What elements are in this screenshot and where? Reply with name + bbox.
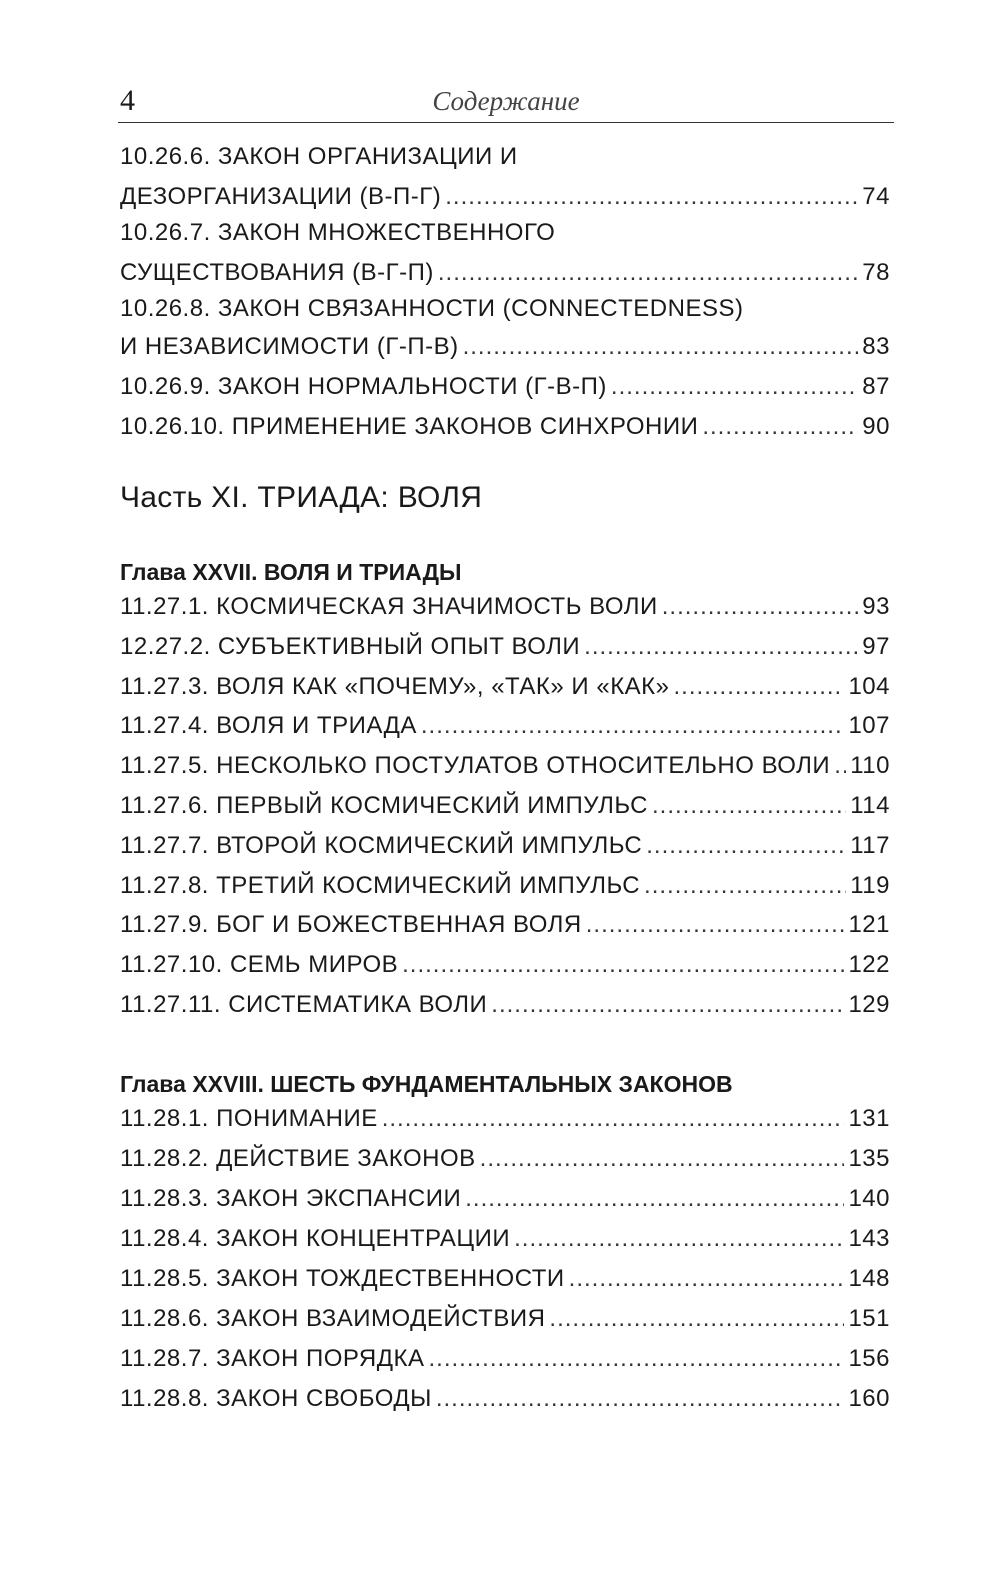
dot-leader: [421, 709, 845, 743]
part-heading: Часть XI. ТРИАДА: ВОЛЯ: [120, 481, 483, 514]
toc-page-number: 110: [850, 752, 890, 780]
toc-page-number: 160: [848, 1385, 890, 1412]
dot-leader: [463, 330, 859, 364]
toc-page-number: 121: [848, 911, 890, 939]
toc-entry[interactable]: [120, 869, 890, 903]
toc-entry-line1: 10.26.6. ЗАКОН ОРГАНИЗАЦИИ И: [120, 143, 518, 170]
toc-entry[interactable]: [120, 180, 890, 214]
dot-leader: [428, 1342, 844, 1376]
dot-leader: [491, 988, 844, 1022]
dot-leader: [549, 1302, 844, 1336]
toc-entry-label: 11.27.7. ВТОРОЙ КОСМИЧЕСКИЙ ИМПУЛЬС: [120, 831, 643, 859]
toc-entry[interactable]: [120, 590, 890, 624]
dot-leader: [438, 256, 858, 290]
dot-leader: [644, 869, 846, 903]
toc-entry[interactable]: [120, 1262, 890, 1296]
toc-entry[interactable]: [120, 829, 890, 863]
toc-entry[interactable]: [120, 1102, 890, 1136]
dot-leader: [382, 1102, 845, 1136]
toc-entry[interactable]: [120, 330, 890, 364]
toc-entry-label: СУЩЕСТВОВАНИЯ (В-Г-П): [120, 259, 434, 286]
toc-entry[interactable]: [120, 1302, 890, 1336]
toc-entry[interactable]: [120, 630, 890, 664]
toc-page-number: 97: [862, 632, 890, 660]
toc-page-number: 104: [848, 672, 890, 700]
toc-page-number: 156: [848, 1345, 890, 1372]
toc-page-number: 107: [848, 712, 890, 740]
dot-leader: [445, 180, 858, 214]
dot-leader: [662, 590, 859, 624]
toc-entry-label: 11.27.5. НЕСКОЛЬКО ПОСТУЛАТОВ ОТНОСИТЕЛЬНО ВОЛИ: [120, 752, 831, 780]
toc-entry-label: 12.27.2. СУБЪЕКТИВНЫЙ ОПЫТ ВОЛИ: [120, 632, 581, 660]
toc-page-number: 83: [862, 333, 890, 360]
toc-entry[interactable]: [120, 370, 890, 404]
toc-entry[interactable]: [120, 670, 890, 704]
dot-leader: [436, 1382, 845, 1416]
toc-entry-label: И НЕЗАВИСИМОСТИ (Г-П-В): [120, 333, 459, 360]
toc-entry-label: 11.28.3. ЗАКОН ЭКСПАНСИИ: [120, 1185, 462, 1212]
toc-page-number: 78: [862, 259, 890, 286]
toc-entry-label: 11.28.6. ЗАКОН ВЗАИМОДЕЙСТВИЯ: [120, 1305, 546, 1332]
dot-leader: [646, 829, 846, 863]
dot-leader: [465, 1182, 844, 1216]
toc-entry-line1: 10.26.8. ЗАКОН СВЯЗАННОСТИ (CONNECTEDNESS): [120, 295, 744, 322]
toc-entry[interactable]: [120, 1342, 890, 1376]
page-number: 4: [120, 84, 135, 117]
toc-page-number: 117: [850, 831, 890, 859]
toc-entry-label: 11.27.9. БОГ И БОЖЕСТВЕННАЯ ВОЛЯ: [120, 911, 582, 939]
dot-leader: [674, 670, 845, 704]
toc-page-number: 74: [862, 183, 890, 210]
toc-entry-label: 11.28.8. ЗАКОН СВОБОДЫ: [120, 1385, 432, 1412]
toc-page-number: 119: [850, 871, 890, 899]
page-header: [118, 84, 894, 123]
toc-entry[interactable]: [120, 1142, 890, 1176]
toc-entry-line1: 10.26.7. ЗАКОН МНОЖЕСТВЕННОГО: [120, 219, 556, 246]
toc-entry-label: 11.27.10. СЕМЬ МИРОВ: [120, 951, 399, 979]
toc-entry[interactable]: [120, 908, 890, 942]
toc-entry[interactable]: [120, 1382, 890, 1416]
dot-leader: [702, 410, 858, 444]
toc-page-number: 129: [848, 991, 890, 1018]
toc-entry-label: 11.28.7. ЗАКОН ПОРЯДКА: [120, 1345, 425, 1372]
dot-leader: [586, 908, 845, 942]
toc-entry[interactable]: [120, 709, 890, 743]
toc-entry[interactable]: [120, 988, 890, 1022]
toc-entry-label: 11.27.8. ТРЕТИЙ КОСМИЧЕСКИЙ ИМПУЛЬС: [120, 871, 641, 899]
toc-entry[interactable]: [120, 789, 890, 823]
toc-entry-label: 11.28.5. ЗАКОН ТОЖДЕСТВЕННОСТИ: [120, 1265, 565, 1292]
toc-page-number: 93: [862, 593, 890, 620]
running-title: Содержание: [432, 86, 580, 116]
toc-page-number: 87: [862, 373, 890, 400]
dot-leader: [569, 1262, 845, 1296]
toc-page-number: 90: [862, 413, 890, 440]
dot-leader: [611, 370, 858, 404]
toc-entry-label: 11.27.6. ПЕРВЫЙ КОСМИЧЕСКИЙ ИМПУЛЬС: [120, 792, 648, 819]
toc-entry[interactable]: [120, 256, 890, 290]
toc-page-number: 151: [848, 1305, 890, 1332]
toc-entry-label: 10.26.9. ЗАКОН НОРМАЛЬНОСТИ (Г-В-П): [120, 373, 607, 400]
dot-leader: [402, 948, 844, 982]
dot-leader: [584, 630, 858, 664]
toc-page-number: 131: [848, 1105, 890, 1132]
dot-leader: [480, 1142, 845, 1176]
toc-page-number: 114: [850, 792, 890, 819]
toc-entry[interactable]: [120, 948, 890, 982]
chapter-heading: Глава XXVIII. ШЕСТЬ ФУНДАМЕНТАЛЬНЫХ ЗАКОНОВ: [120, 1071, 733, 1097]
toc-page-number: 143: [848, 1225, 890, 1252]
chapter-heading: Глава XXVII. ВОЛЯ И ТРИАДЫ: [120, 559, 462, 585]
toc-entry[interactable]: [120, 1182, 890, 1216]
toc-entry[interactable]: [120, 410, 890, 444]
toc-entry[interactable]: [120, 1222, 890, 1256]
toc-entry-label: 11.28.4. ЗАКОН КОНЦЕНТРАЦИИ: [120, 1225, 511, 1252]
toc-entry-label: 11.28.2. ДЕЙСТВИЕ ЗАКОНОВ: [120, 1145, 476, 1172]
toc-entry-label: 11.27.11. СИСТЕМАТИКА ВОЛИ: [120, 991, 488, 1018]
toc-page-number: 122: [848, 951, 890, 979]
dot-leader: [834, 749, 846, 783]
dot-leader: [652, 789, 846, 823]
toc-entry-label: ДЕЗОРГАНИЗАЦИИ (В-П-Г): [120, 183, 442, 210]
toc-entry-label: 10.26.10. ПРИМЕНЕНИЕ ЗАКОНОВ СИНХРОНИИ: [120, 413, 699, 440]
toc-entry-label: 11.27.3. ВОЛЯ КАК «ПОЧЕМУ», «ТАК» И «КАК»: [120, 672, 670, 700]
toc-entry-label: 11.27.4. ВОЛЯ И ТРИАДА: [120, 712, 417, 740]
dot-leader: [514, 1222, 844, 1256]
toc-entry-label: 11.27.1. КОСМИЧЕСКАЯ ЗНАЧИМОСТЬ ВОЛИ: [120, 593, 658, 620]
toc-page-number: 140: [848, 1185, 890, 1212]
toc-entry[interactable]: [120, 749, 890, 783]
toc-entry-label: 11.28.1. ПОНИМАНИЕ: [120, 1105, 378, 1132]
toc-page-number: 135: [848, 1145, 890, 1172]
toc-page-number: 148: [848, 1265, 890, 1292]
